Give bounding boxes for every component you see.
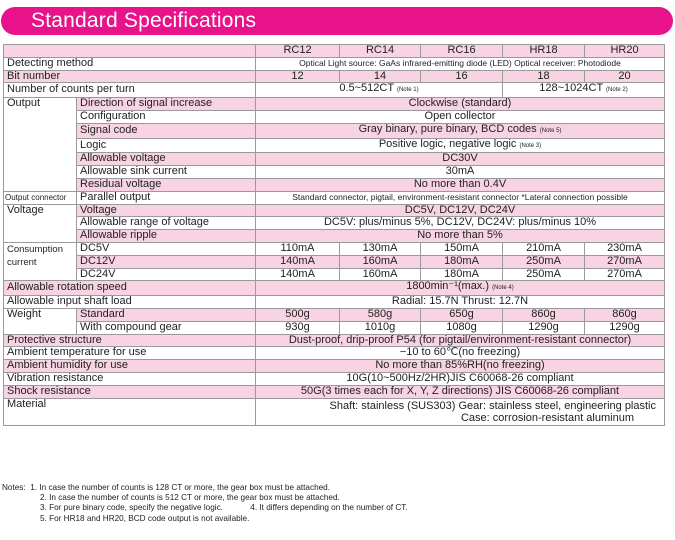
model-header: RC16 <box>421 45 503 58</box>
material-line-2: Case: corrosion-resistant aluminum <box>460 411 634 424</box>
row-value: Dust-proof, drip-proof P54 (for pigtail/environment-resistant connector) <box>256 334 665 347</box>
group-label: Consumption current <box>4 242 77 280</box>
row-value: 30mA <box>256 166 665 179</box>
row-label: Allowable ripple <box>77 230 256 243</box>
cell-value: 140mA <box>256 255 340 268</box>
table-row <box>4 347 665 360</box>
table-row <box>4 308 665 321</box>
table-row <box>4 385 665 398</box>
note-1: Notes: 1. In case the number of counts is 128 CT or more, the gear box must be attached. <box>2 483 331 492</box>
table-row <box>4 398 665 425</box>
table-row <box>4 296 665 309</box>
row-label: Shock resistance <box>4 385 256 398</box>
cell-value: 180mA <box>421 268 503 281</box>
table-row <box>4 281 665 296</box>
cell-value: 500g <box>256 308 340 321</box>
table-row <box>4 98 665 111</box>
table-row <box>4 110 665 123</box>
row-label: Configuration <box>77 110 256 123</box>
table-row <box>4 334 665 347</box>
note-5: 5. For HR18 and HR20, BCD code output is not available. <box>40 513 250 523</box>
cell-value: 150mA <box>421 242 503 255</box>
row-label: DC24V <box>77 268 256 281</box>
row-label: Vibration resistance <box>4 372 256 385</box>
table-row <box>4 230 665 243</box>
cell-value: 1290g <box>585 321 665 334</box>
model-header: RC12 <box>256 45 340 58</box>
table-row <box>4 242 665 255</box>
table-row <box>4 178 665 191</box>
cell-value: 180mA <box>421 255 503 268</box>
table-row <box>4 217 665 230</box>
table-row <box>4 268 665 281</box>
row-label: Ambient humidity for use <box>4 360 256 373</box>
cell-value: 20 <box>585 70 665 83</box>
material-line-1: Shaft: stainless (SUS303) Gear: stainless steel, engineering plastic <box>329 399 656 412</box>
row-label: Allowable sink current <box>77 166 256 179</box>
note-3-4: 3. For pure binary code, specify the negative logic. 4. It differs depending on the number of CT. <box>40 503 408 513</box>
cell-value: 250mA <box>503 255 585 268</box>
cell-value: 250mA <box>503 268 585 281</box>
spec-table <box>3 44 665 426</box>
row-value: DC30V <box>256 153 665 166</box>
group-label: Output connector <box>4 191 77 204</box>
table-row <box>4 321 665 334</box>
row-label: Allowable voltage <box>77 153 256 166</box>
table-row <box>4 372 665 385</box>
cell-value: 650g <box>421 308 503 321</box>
row-value: Open collector <box>256 110 665 123</box>
row-label: Material <box>4 398 256 425</box>
row-label: Ambient temperature for use <box>4 347 256 360</box>
group-label: Voltage <box>4 204 77 242</box>
cell-value: 128~1024CT (Note 2) <box>503 83 665 98</box>
page-title: Standard Specifications <box>31 9 257 32</box>
row-value: DC5V, DC12V, DC24V <box>256 204 665 217</box>
row-label: Logic <box>77 138 256 153</box>
row-value: No more than 5% <box>256 230 665 243</box>
title-banner <box>1 7 673 35</box>
group-label: Weight <box>4 308 77 334</box>
row-label: Residual voltage <box>77 178 256 191</box>
row-value: 1800min⁻¹(max.) (Note 4) <box>256 281 665 296</box>
cell-value: 270mA <box>585 268 665 281</box>
row-value: Clockwise (standard) <box>256 98 665 111</box>
cell-value: 160mA <box>340 255 421 268</box>
note-2: 2. In case the number of counts is 512 CT or more, the gear box must be attached. <box>40 493 340 503</box>
row-label: With compound gear <box>77 321 256 334</box>
cell-value: 860g <box>585 308 665 321</box>
table-row <box>4 360 665 373</box>
row-label: DC5V <box>77 242 256 255</box>
group-label: Output <box>4 98 77 192</box>
row-label: Allowable input shaft load <box>4 296 256 309</box>
row-label: Detecting method <box>4 57 256 70</box>
row-value: 10G(10~500Hz/2HR)JIS C60068-26 compliant <box>256 372 665 385</box>
row-value: Positive logic, negative logic (Note 3) <box>256 138 665 153</box>
table-row <box>4 255 665 268</box>
cell-value: 130mA <box>340 242 421 255</box>
row-label: Allowable range of voltage <box>77 217 256 230</box>
row-value: Gray binary, pure binary, BCD codes (Note 5) <box>256 123 665 138</box>
row-label: Standard <box>77 308 256 321</box>
cell-value: 14 <box>340 70 421 83</box>
row-value: Optical Light source: GaAs infrared-emitting diode (LED) Optical receiver: Photodiode <box>256 57 665 70</box>
row-label: Voltage <box>77 204 256 217</box>
row-value: Standard connector, pigtail, environment-resistant connector *Lateral connection possible <box>256 191 665 204</box>
cell-value: 210mA <box>503 242 585 255</box>
table-row <box>4 83 665 98</box>
model-header: HR18 <box>503 45 585 58</box>
table-row <box>4 123 665 138</box>
cell-value: 110mA <box>256 242 340 255</box>
row-value: No more than 0.4V <box>256 178 665 191</box>
cell-value: 18 <box>503 70 585 83</box>
table-row <box>4 138 665 153</box>
row-value: −10 to 60℃(no freezing) <box>256 347 665 360</box>
table-row <box>4 204 665 217</box>
cell-value: 930g <box>256 321 340 334</box>
cell-value: 580g <box>340 308 421 321</box>
model-header: HR20 <box>585 45 665 58</box>
cell-value: 1010g <box>340 321 421 334</box>
cell-value: 12 <box>256 70 340 83</box>
cell-value: 860g <box>503 308 585 321</box>
footnotes <box>2 483 408 524</box>
cell-value: 1290g <box>503 321 585 334</box>
cell-value: 1080g <box>421 321 503 334</box>
table-header-row <box>4 45 665 58</box>
row-label: Number of counts per turn <box>4 83 256 98</box>
row-label: Direction of signal increase <box>77 98 256 111</box>
row-label: Signal code <box>77 123 256 138</box>
row-label: DC12V <box>77 255 256 268</box>
row-value: Radial: 15.7N Thrust: 12.7N <box>256 296 665 309</box>
cell-value: 0.5~512CT (Note 1) <box>256 83 503 98</box>
cell-value: 140mA <box>256 268 340 281</box>
table-row <box>4 191 665 204</box>
row-value: 50G(3 times each for X, Y, Z directions) JIS C60068-26 compliant <box>256 385 665 398</box>
cell-value: 16 <box>421 70 503 83</box>
cell-value: 270mA <box>585 255 665 268</box>
table-row <box>4 166 665 179</box>
row-label: Parallel output <box>77 191 256 204</box>
row-value <box>256 398 665 425</box>
row-label: Allowable rotation speed <box>4 281 256 296</box>
row-value: No more than 85%RH(no freezing) <box>256 360 665 373</box>
model-header: RC14 <box>340 45 421 58</box>
row-value: DC5V: plus/minus 5%, DC12V, DC24V: plus/minus 10% <box>256 217 665 230</box>
row-label: Bit number <box>4 70 256 83</box>
table-row <box>4 153 665 166</box>
table-row <box>4 70 665 83</box>
cell-value: 230mA <box>585 242 665 255</box>
row-label: Protective structure <box>4 334 256 347</box>
table-row <box>4 57 665 70</box>
cell-value: 160mA <box>340 268 421 281</box>
